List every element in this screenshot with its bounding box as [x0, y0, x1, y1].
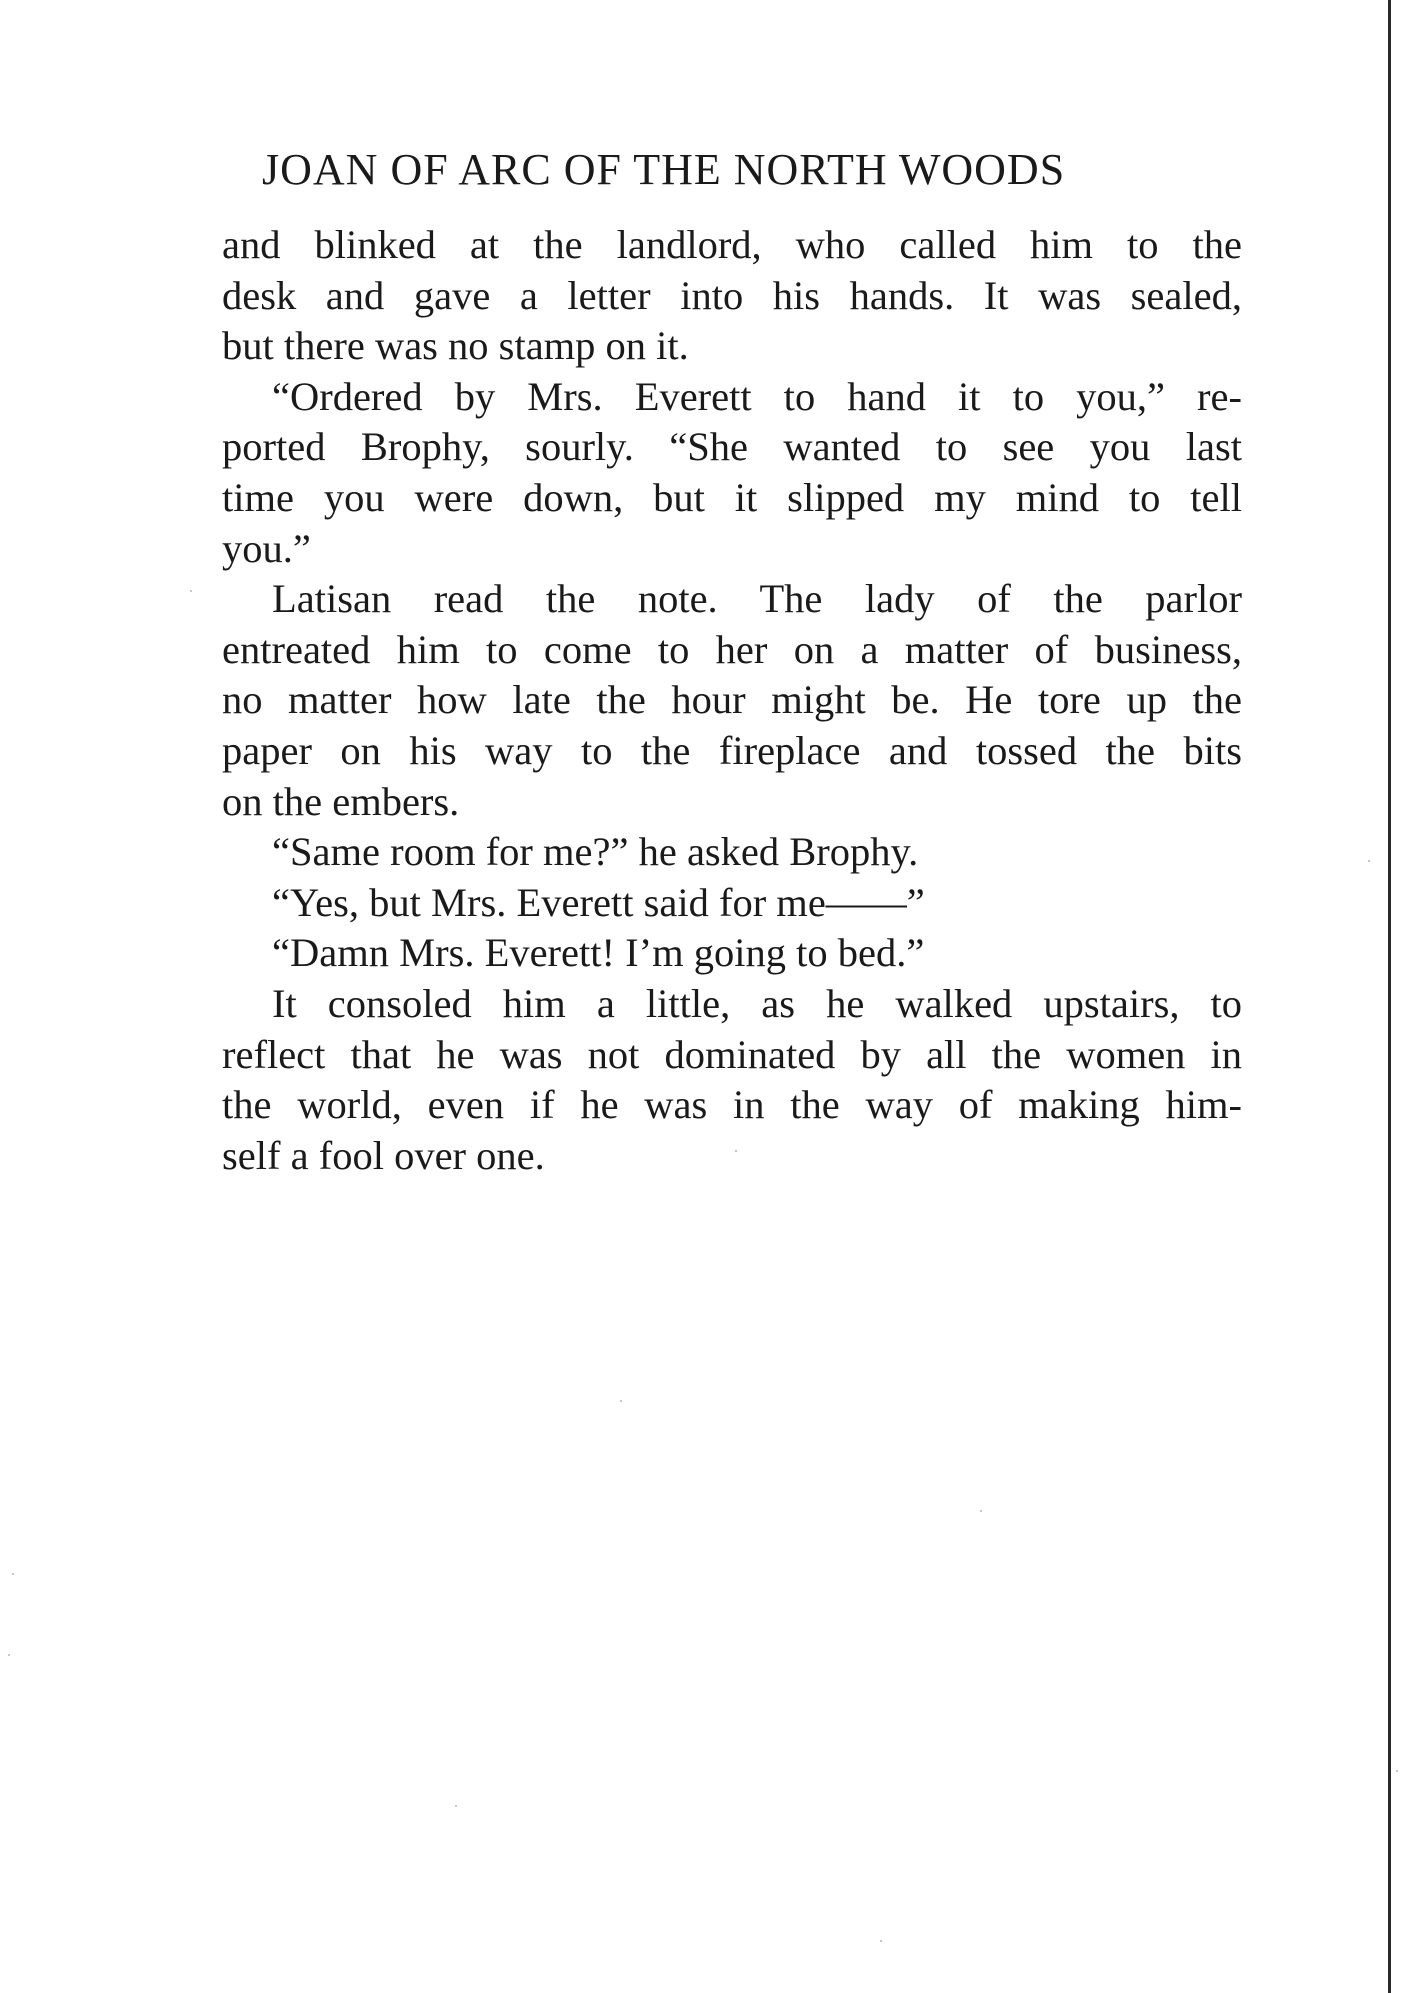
text-line: the world, even if he was in the way of making him-: [222, 1082, 1242, 1128]
scan-speck: [455, 1805, 457, 1807]
text-line: “Yes, but Mrs. Everett said for me——”: [272, 879, 925, 925]
text-line: reflect that he was not dominated by all the women in: [222, 1031, 1242, 1077]
scan-speck: [980, 1510, 982, 1512]
scan-speck: [880, 1940, 882, 1942]
text-line: and blinked at the landlord, who called him to the: [222, 222, 1242, 267]
text-line: self a fool over one.: [222, 1132, 545, 1178]
text-line: but there was no stamp on it.: [222, 323, 689, 369]
body-text: [222, 220, 1242, 1181]
text-line: “Damn Mrs. Everett! I’m going to bed.”: [272, 930, 925, 976]
text-line: “Same room for me?” he asked Brophy.: [272, 829, 919, 875]
scan-speck: [1396, 1770, 1398, 1772]
text-line: no matter how late the hour might be. He tore up the: [222, 677, 1242, 723]
scan-speck: [1368, 860, 1370, 862]
running-head: JOAN OF ARC OF THE NORTH WOODS: [262, 145, 1066, 194]
text-line: time you were down, but it slipped my mind to tell: [222, 474, 1242, 520]
scan-speck: [620, 1400, 622, 1402]
text-line: desk and gave a letter into his hands. It was sealed,: [222, 272, 1242, 318]
text-line: entreated him to come to her on a matter of business,: [222, 626, 1242, 672]
text-line: It consoled him a little, as he walked upstairs, to: [272, 980, 1242, 1026]
scan-speck: [190, 590, 192, 592]
text-line: on the embers.: [222, 778, 460, 824]
scan-speck: [735, 1150, 737, 1152]
text-line: paper on his way to the fireplace and tossed the bits: [222, 727, 1242, 773]
page-edge-line: [1388, 0, 1391, 1993]
text-line: you.”: [222, 525, 311, 571]
text-line: ported Brophy, sourly. “She wanted to see you last: [222, 424, 1242, 470]
text-line: Latisan read the note. The lady of the parlor: [272, 576, 1242, 622]
scan-speck: [8, 1654, 10, 1656]
text-line: “Ordered by Mrs. Everett to hand it to you,” re-: [272, 373, 1242, 419]
scan-speck: [12, 1573, 14, 1575]
